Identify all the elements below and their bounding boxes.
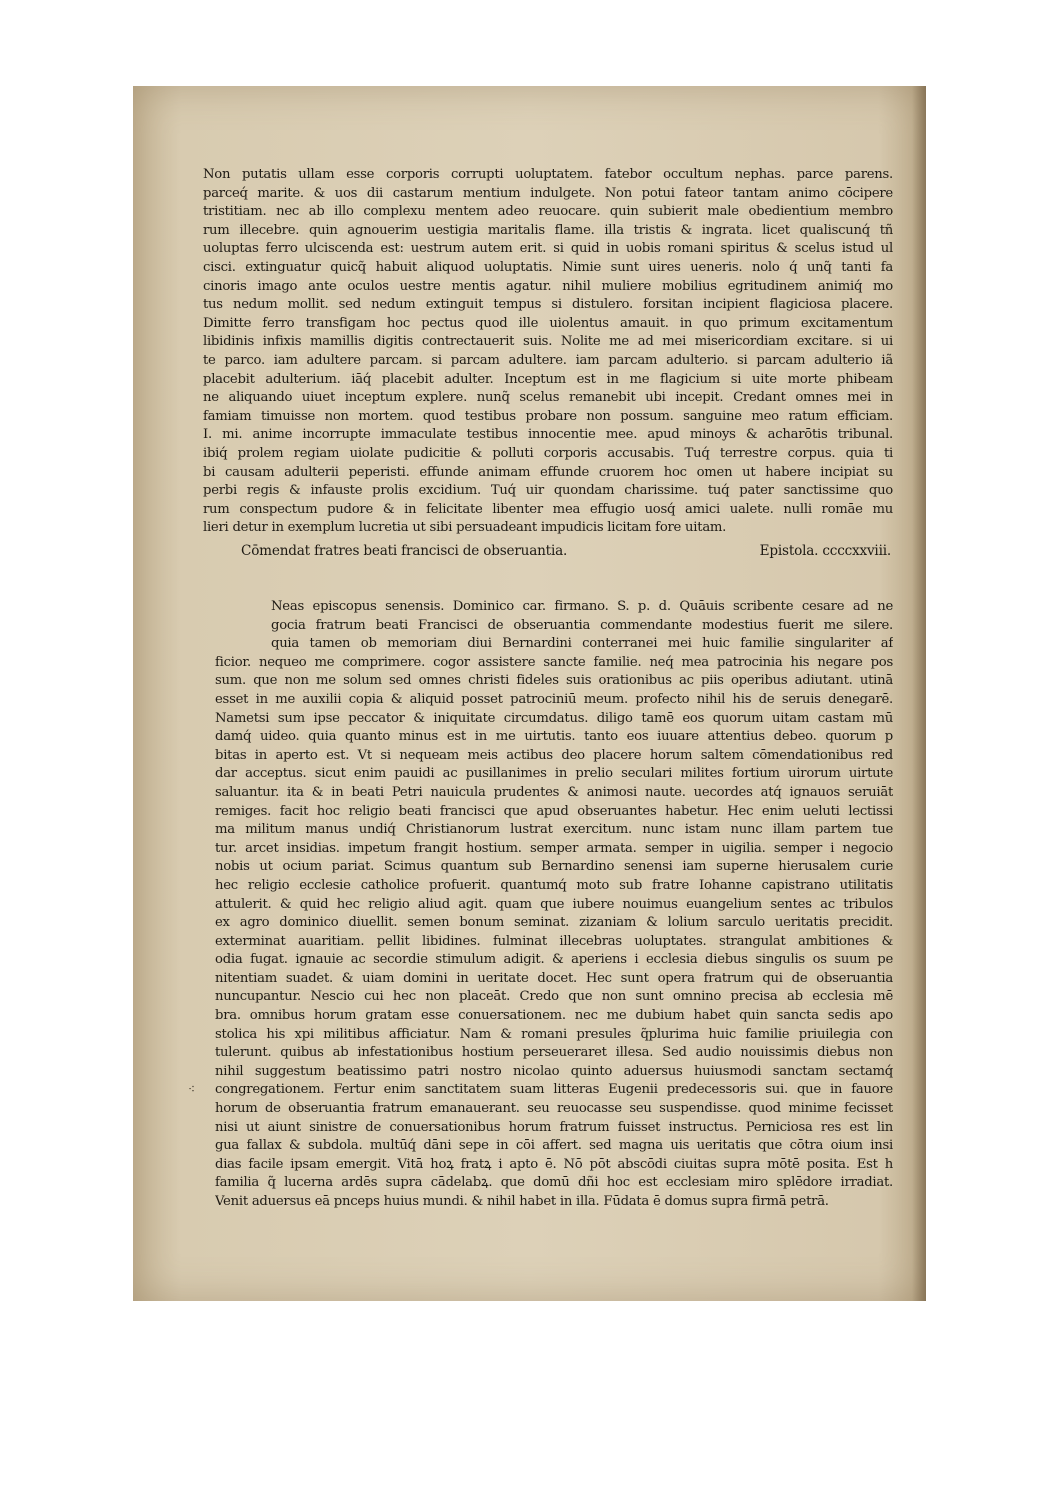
letter-heading-title: Cōmendat fratres beati francisci de obseruantia. [241, 543, 568, 559]
text-line: esset in me auxilii copia & aliquid posset patrociniū meum. profecto nihil his de seruis denegarē. [215, 691, 893, 707]
text-line: lieri detur in exemplum lucretia ut sibi persuadeant impudicis licitam fore uitam. [203, 520, 727, 536]
text-line: quia tamen ob memoriam diui Bernardini conterranei mei huic familie singulariter af [271, 636, 893, 652]
text-line: nihil suggestum beatissimo patri nostro nicolao quinto aduersus huiusmodi sanctam sectamq́ [215, 1063, 893, 1079]
text-line: ficior. nequeo me comprimere. cogor assistere sancte familie. neq́ mea patrocinia his negare pos [215, 654, 893, 670]
text-line: bra. omnibus horum gratam esse conuersationem. nec me dubium habet quin sancta sedis apo [215, 1008, 893, 1024]
text-line: odia fugat. ignauie ac secordie stimulum adigit. & aperiens i ecclesia diebus singulis os suum pe [215, 952, 893, 968]
text-line: damq́ uideo. quia quanto minus est in me uirtutis. tanto eos iuuare attentius debeo. quorum p [215, 729, 893, 745]
text-line: Venit aduersus eā pnceps huius mundi. & nihil habet in illa. Fūdata ē domus supra firmā petrā. [215, 1194, 829, 1209]
letter-body-text [215, 598, 893, 1212]
text-line: hec religio ecclesie catholice profuerit. quantumq́ moto sub fratre Iohanne capistrano utilitatis [215, 877, 893, 893]
text-line: horum de obseruantia fratrum emanauerant. seu reuocasse seu suspendisse. quod minime fecisset [215, 1101, 893, 1117]
text-line: libidinis infixis mamillis digitis contrectauerit suis. Nolite me ad mei misericordiam excitare. si ui [203, 334, 893, 350]
text-line: gocia fratrum beati Francisci de obseruantia commendante modestius fuerit me silere. [271, 617, 893, 633]
text-line: nisi ut aiunt sinistre de conuersationibus horum fratrum fuisset instructus. Perniciosa res est lin [215, 1119, 893, 1135]
text-line: congregationem. Fertur enim sanctitatem suam litteras Eugenii predecessoris sui. que in fauore [215, 1082, 893, 1098]
text-line: exterminat auaritiam. pellit libidines. fulminat illecebras uoluptates. strangulat ambitiones & [215, 933, 893, 949]
text-line: Nametsi sum ipse peccator & iniquitate circumdatus. diligo tamē eos quorum uitam castam mū [215, 710, 893, 726]
text-line: cinoris imago ante oculos uestre mentis agatur. nihil muliere mobilius egritudinem animiq́ mo [203, 278, 893, 294]
text-line: cisci. extinguatur quicq̃ habuit aliquod uoluptatis. Nimie sunt uires ueneris. nolo q́ unq̃ tanti fa [203, 259, 893, 275]
book-page [133, 86, 926, 1301]
text-line: Non putatis ullam esse corporis corrupti uoluptatem. fatebor occultum nephas. parce parens. [203, 167, 893, 182]
text-line: ne aliquando uiuet inceptum explere. nunq̃ scelus remanebit ubi incepit. Credant omnes mei in [203, 390, 893, 406]
text-line: gua fallax & subdola. multūq́ dāni sepe in cōi affert. sed magna uis ueritatis que cōtra oium insi [215, 1138, 893, 1154]
letter-number: Epistola. ccccxxviii. [759, 543, 891, 559]
text-line: uoluptas ferro ulciscenda est: uestrum autem erit. si quid in uobis romani spiritus & scelus istud ul [203, 241, 893, 257]
text-line: nobis ut ocium pariat. Scimus quantum sub Bernardino senensi iam superne hierusalem curie [215, 859, 893, 875]
text-line: attulerit. & quid hec religio aliud agit. quam que iubere nouimus euangelium sentes ac tribulos [215, 896, 893, 912]
text-line: dar acceptus. sicut enim pauidi ac pusillanimes in prelio seculari milites fortium uirorum uirtute [215, 766, 893, 782]
text-line: bitas in aperto est. Vt si nequeam meis actibus deo placere horum saltem cōmendationibus red [215, 747, 893, 763]
text-line: rum conspectum pudore & in felicitate libenter mea effugio uosq́ amici ualete. nulli romāe mu [203, 501, 893, 517]
page-gutter-shadow [912, 86, 926, 1301]
text-line: rum illecebre. quin agnouerim uestigia maritalis flame. illa tristis & ingrata. licet qualiscunq́ tñ [203, 222, 893, 238]
text-line: I. mi. anime incorrupte immaculate testibus innocentie mee. apud minoys & acharōtis tribunal. [203, 427, 893, 443]
text-line: Dimitte ferro transfigam hoc pectus quod ille uiolentus amauit. in quo primum excitamentum [203, 315, 893, 331]
text-line: dias facile ipsam emergit. Vitā hoꝝ fratꝝ i apto ē. Nō pōt abscōdi ciuitas supra mōtē posita. Est h [215, 1156, 893, 1172]
text-line: stolica his xpi militibus afficiatur. Nam & romani presules q̃plurima huic familie priuilegia con [215, 1026, 893, 1042]
text-line: saluantur. ita & in beati Petri nauicula prudentes & animosi naute. uecordes atq́ ignauos seruiāt [215, 784, 893, 800]
letter-ending-text [203, 166, 893, 538]
text-line: tristitiam. nec ab illo complexu mentem adeo reuocare. quin subierit male obedientium membro [203, 204, 893, 220]
text-line: Neas episcopus senensis. Dominico car. firmano. S. p. d. Quāuis scribente cesare ad ne [271, 599, 893, 614]
text-line: remiges. facit hoc religio beati francisci que apud obseruantes habetur. Hec enim ueluti lectissi [215, 803, 893, 819]
text-line: parceq́ marite. & uos dii castarum mentium indulgete. Non potui fateor tantam animo cōcipere [203, 185, 893, 201]
text-line: placebit adulterium. iāq́ placebit adulter. Inceptum est in me flagicium si uite morte phibeam [203, 371, 893, 387]
text-line: tur. arcet insidias. impetum frangit hostium. semper armata. semper in uigilia. semper i negocio [215, 840, 893, 856]
text-line: ibiq́ prolem regiam uiolate pudicitie & polluti corporis accusabis. Tuq́ terrestre corpus. quia ti [203, 445, 893, 461]
letter-heading [241, 543, 891, 565]
text-line: nuncupantur. Nescio cui hec non placeāt. Credo que non sunt omnino precisa ab ecclesia mē [215, 989, 893, 1005]
text-line: nitentiam suadet. & uiam domini in ueritate docet. Hec sunt opera fratrum qui de obseruantia [215, 970, 893, 986]
text-line: tulerunt. quibus ab infestationibus hostium perseueraret illesa. Sed audio nouissimis diebus non [215, 1045, 893, 1061]
text-line: bi causam adulterii peperisti. effunde animam effunde cruorem hoc omen ut habere incipiat su [203, 464, 893, 480]
text-line: famiam timuisse non mortem. quod testibus probare non possum. sanguine meo ratum efficiam. [203, 408, 893, 424]
text-line: te parco. iam adultere parcam. si parcam adultere. iam parcam adulterio. si parcam adulterio iã [203, 352, 893, 368]
margin-mark: ⁖ [188, 1082, 196, 1096]
text-line: ex agro dominico diuellit. semen bonum seminat. zizaniam & lolium sarculo ueritatis precidit. [215, 915, 893, 931]
text-line: perbi regis & infauste prolis excidium. Tuq́ uir quondam charissime. tuq́ pater sanctissime quo [203, 483, 893, 499]
text-line: familia q̃ lucerna ardēs supra cādelabꝝ. que domū dñi hoc est ecclesiam miro splēdore irradiat. [215, 1175, 893, 1191]
text-line: ma militum manus undiq́ Christianorum lustrat exercitum. nunc istam nunc illam partem tue [215, 822, 893, 838]
text-line: sum. que non me solum sed omnes christi fideles suis orationibus ac piis operibus adiutant. utinā [215, 673, 893, 689]
text-line: tus nedum mollit. sed nedum extinguit tempus si distulero. forsitan incipient flagiciosa placere. [203, 297, 893, 313]
